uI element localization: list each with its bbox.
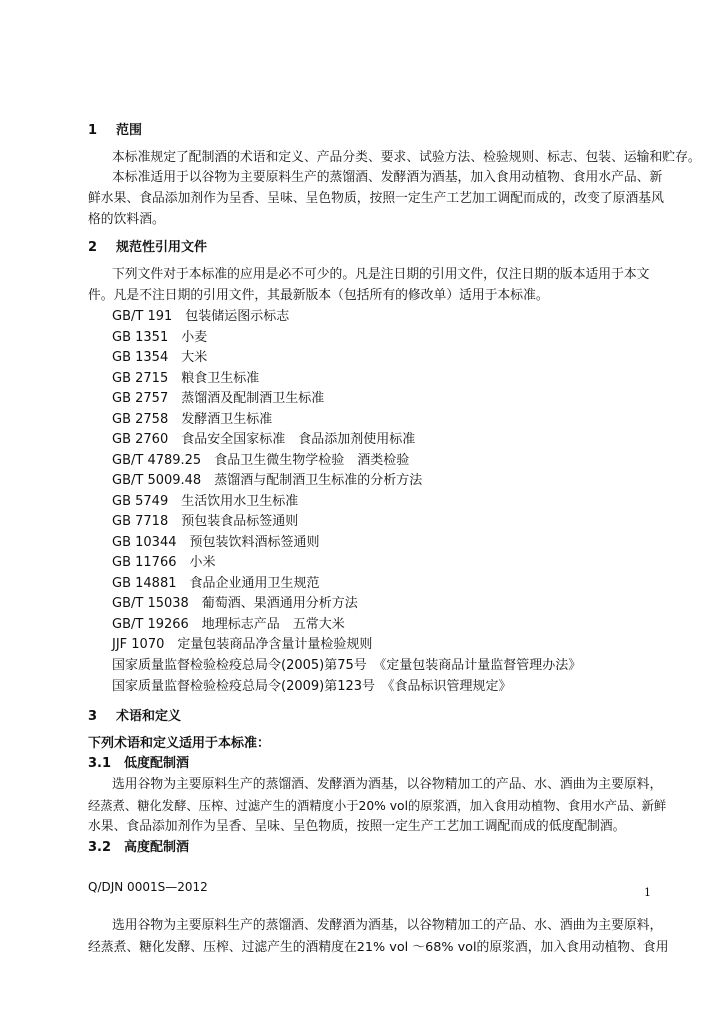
paragraph-line: 件。凡是不注日期的引用文件，其最新版本（包括所有的修改单）适用于本标准。 (88, 288, 549, 303)
reference-item: GB 14881 食品企业通用卫生规范 (112, 576, 320, 591)
terms-intro: 下列术语和定义适用于本标准： (88, 736, 271, 751)
term-definition-line: 经蒸煮、糖化发酵、压榨、过滤产生的酒精度小于20% vol的原浆酒，加入食用动植物、食用水产品、新鲜 (88, 799, 667, 813)
paragraph-line: 格的饮料酒。 (88, 212, 165, 227)
term-number: 3.1 (88, 756, 112, 771)
reference-item: GB 11766 小米 (112, 555, 216, 570)
term-definition-line: 水果、食品添加剂作为呈香、呈味、呈色物质，按照一定生产工艺加工调配而成的低度配制酒。 (88, 819, 626, 834)
paragraph: 本标准规定了配制酒的术语和定义、产品分类、要求、试验方法、检验规则、标志、包装、运输和贮存。 (112, 150, 701, 165)
reference-item: GB 2715 粮食卫生标准 (112, 371, 260, 386)
reference-item: GB/T 15038 葡萄酒、果酒通用分析方法 (112, 596, 358, 611)
term-definition-line: 选用谷物为主要原料生产的蒸馏酒、发酵酒为酒基，以谷物精加工的产品、水、酒曲为主要原料， (112, 918, 663, 933)
term-definition-line: 选用谷物为主要原料生产的蒸馏酒、发酵酒为酒基，以谷物精加工的产品、水、酒曲为主要原料， (112, 777, 663, 792)
reference-item: GB 1351 小麦 (112, 330, 208, 345)
reference-item: GB 10344 预包装饮料酒标签通则 (112, 535, 320, 550)
reference-item: GB/T 19266 地理标志产品 五常大米 (112, 617, 345, 632)
page-number: 1 (644, 886, 651, 899)
section-number: 1 (88, 123, 98, 138)
term-title: 高度配制酒 (124, 840, 190, 855)
term-number: 3.2 (88, 840, 112, 855)
section-title: 规范性引用文件 (116, 240, 208, 255)
reference-item: GB 2758 发酵酒卫生标准 (112, 412, 273, 427)
section-number: 2 (88, 240, 98, 255)
document-code: Q/DJN 0001S—2012 (88, 880, 208, 894)
section-3-heading (88, 708, 181, 726)
reference-item: GB/T 5009.48 蒸馏酒与配制酒卫生标准的分析方法 (112, 473, 423, 488)
section-title: 范围 (116, 123, 143, 138)
reference-item: GB 2757 蒸馏酒及配制酒卫生标准 (112, 391, 325, 406)
term-3-2-heading (88, 839, 189, 857)
section-title: 术语和定义 (116, 709, 182, 724)
reference-item: GB 1354 大米 (112, 350, 208, 365)
paragraph-line: 鲜水果、食品添加剂作为呈香、呈味、呈色物质，按照一定生产工艺加工调配而成的，改变了原酒基风 (88, 191, 664, 206)
section-2-heading (88, 239, 207, 257)
section-number: 3 (88, 709, 98, 724)
section-1-heading (88, 122, 142, 140)
term-3-1-heading (88, 755, 189, 773)
term-definition-line: 经蒸煮、糖化发酵、压榨、过滤产生的酒精度在21% vol ～68% vol的原浆酒，加入食用动植物、食用 (88, 940, 669, 955)
reference-item: 国家质量监督检验检疫总局令(2009)第123号 《食品标识管理规定》 (112, 679, 512, 694)
term-title: 低度配制酒 (124, 756, 190, 771)
reference-item: GB/T 191 包装储运图示标志 (112, 309, 290, 324)
paragraph-line: 本标准适用于以谷物为主要原料生产的蒸馏酒、发酵酒为酒基，加入食用动植物、食用水产品、新 (112, 170, 663, 185)
reference-item: GB 7718 预包装食品标签通则 (112, 514, 299, 529)
reference-item: 国家质量监督检验检疫总局令(2005)第75号 《定量包装商品计量监督管理办法》 (112, 658, 582, 673)
reference-item: JJF 1070 定量包装商品净含量计量检验规则 (112, 637, 373, 652)
reference-item: GB/T 4789.25 食品卫生微生物学检验 酒类检验 (112, 453, 410, 468)
reference-item: GB 5749 生活饮用水卫生标准 (112, 494, 299, 509)
reference-item: GB 2760 食品安全国家标准 食品添加剂使用标准 (112, 432, 416, 447)
paragraph-line: 下列文件对于本标准的应用是必不可少的。凡是注日期的引用文件，仅注日期的版本适用于本文 (112, 267, 650, 282)
